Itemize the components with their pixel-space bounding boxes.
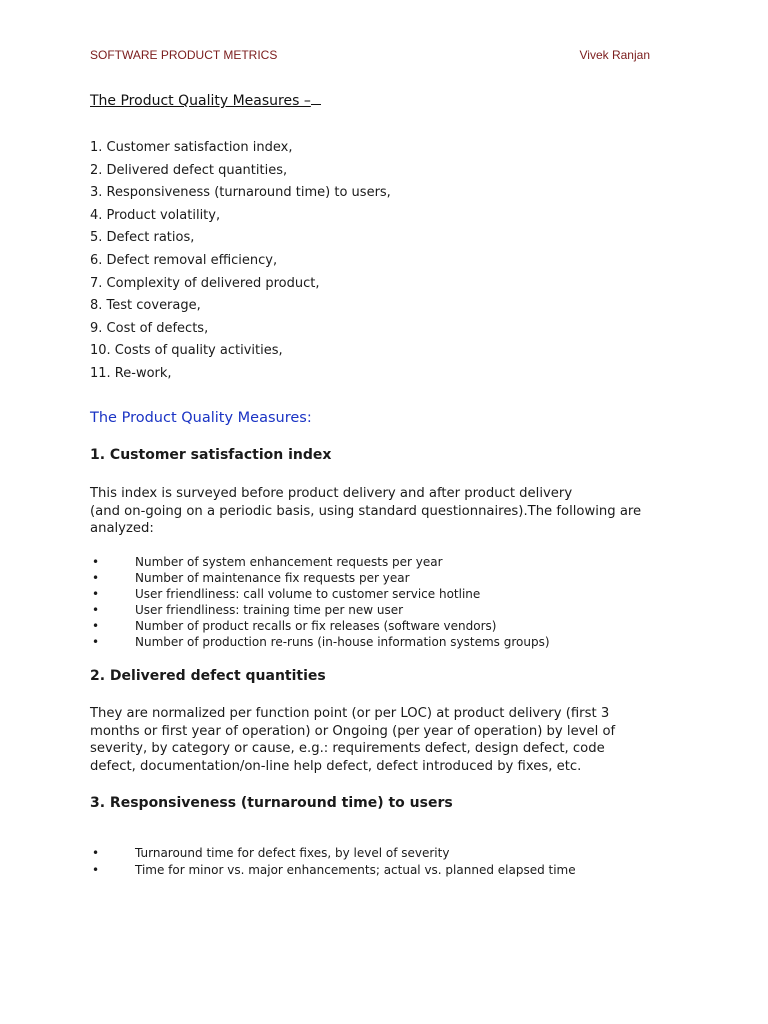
bullet-icon: • <box>92 846 100 860</box>
list-item: 9. Cost of defects, <box>90 320 209 336</box>
list-item: 3. Responsiveness (turnaround time) to users, <box>90 185 391 201</box>
page-header <box>90 48 650 64</box>
bullet-icon: • <box>92 619 100 633</box>
paragraph-line: months or first year of operation) or Ongoing (per year of operation) by level of <box>90 723 616 739</box>
paragraph-line: analyzed: <box>90 521 154 536</box>
heading-customer-satisfaction: 1. Customer satisfaction index <box>90 447 332 463</box>
list-item: 2. Delivered defect quantities, <box>90 162 288 178</box>
bullet-text: Number of system enhancement requests per year <box>135 555 443 569</box>
list-item: 5. Defect ratios, <box>90 230 195 246</box>
bullet-text: User friendliness: training time per new user <box>135 603 404 617</box>
paragraph-delivered-defects <box>90 705 690 775</box>
paragraph-line: This index is surveyed before product delivery and after product delivery <box>90 486 573 501</box>
list-item: 6. Defect removal efficiency, <box>90 252 278 268</box>
list-item: 1. Customer satisfaction index, <box>90 140 293 155</box>
list-item: 8. Test coverage, <box>90 298 201 314</box>
heading-responsiveness: 3. Responsiveness (turnaround time) to users <box>90 795 453 811</box>
bullet-icon: • <box>92 635 100 649</box>
heading-delivered-defects: 2. Delivered defect quantities <box>90 668 326 684</box>
bullet-text: Number of production re-runs (in-house information systems groups) <box>135 635 550 649</box>
title-underline-tail <box>311 103 321 105</box>
bullet-icon: • <box>92 862 100 877</box>
bullet-text: User friendliness: call volume to customer service hotline <box>135 587 481 601</box>
bullet-text: Turnaround time for defect fixes, by level of severity <box>135 846 450 860</box>
section-title-underlined <box>90 93 321 109</box>
paragraph-line: They are normalized per function point (or per LOC) at product delivery (first 3 <box>90 706 610 721</box>
bullet-text: Number of maintenance fix requests per year <box>135 571 410 585</box>
bullet-icon: • <box>92 603 100 617</box>
list-item: 10. Costs of quality activities, <box>90 343 283 359</box>
section-title-text: The Product Quality Measures – <box>90 93 311 109</box>
header-author: Vivek Ranjan <box>579 48 650 62</box>
list-item: 7. Complexity of delivered product, <box>90 275 320 291</box>
bullet-icon: • <box>92 571 100 585</box>
bullet-text: Time for minor vs. major enhancements; actual vs. planned elapsed time <box>135 862 576 877</box>
header-title: SOFTWARE PRODUCT METRICS <box>90 48 278 62</box>
paragraph-line: (and on-going on a periodic basis, using standard questionnaires).The following are <box>90 503 642 519</box>
list-item: 4. Product volatility, <box>90 207 221 223</box>
paragraph-line: severity, by category or cause, e.g.: requirements defect, design defect, code <box>90 741 605 756</box>
list-item: 11. Re-work, <box>90 365 172 381</box>
bullet-icon: • <box>92 555 100 569</box>
bullet-text: Number of product recalls or fix releases (software vendors) <box>135 619 497 633</box>
paragraph-customer-satisfaction <box>90 485 690 538</box>
section-title-blue: The Product Quality Measures: <box>90 410 312 426</box>
paragraph-line: defect, documentation/on-line help defect, defect introduced by fixes, etc. <box>90 758 582 774</box>
bullet-icon: • <box>92 587 100 601</box>
quality-measures-list <box>90 139 391 388</box>
